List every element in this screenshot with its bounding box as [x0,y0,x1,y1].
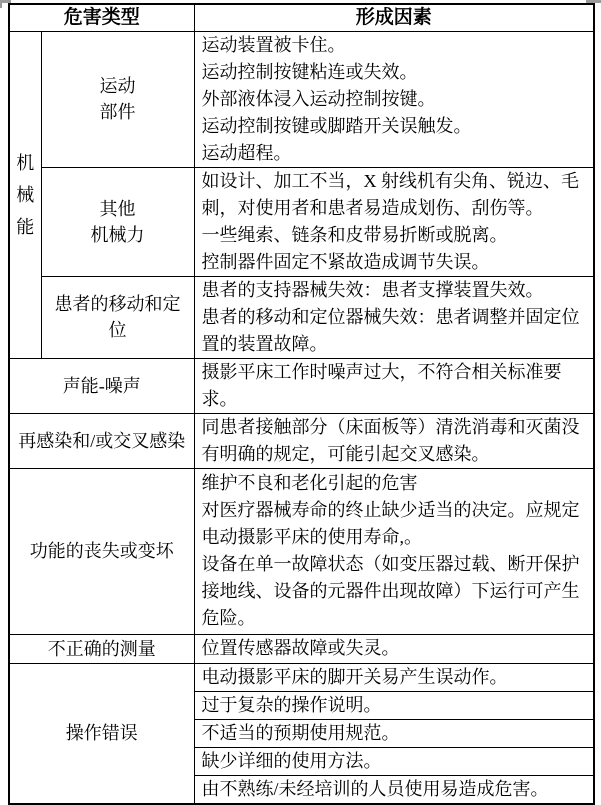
factor-text: 运动超程。 [201,142,292,163]
factor-text: 由不熟练/未经培训的人员使用易造成危害。 [201,778,549,799]
label-line: 再感染和/或交叉感染 [18,430,186,451]
factor-text: 患者的支持器械失效：患者支撑装置失效。 [201,279,544,300]
header-row [9,4,594,31]
row-loss-of-function [9,468,594,634]
cell-label-operation-error [9,663,194,804]
group-label-mechanical-energy: 机械能 [16,152,35,237]
label-line: 操作错误 [65,723,138,743]
label-line: 其他 [99,198,136,219]
header-hazard-type: 危害类型 [9,4,194,31]
label-line: 机械力 [90,224,145,245]
factor-text: 同患者接触部分（床面板等）清洗消毒和灭菌没有明确的规定，可能引起交叉感染。 [201,416,580,464]
cell-label-incorrect-measurement [9,634,194,663]
factor-text: 控制器件固定不紧故造成调节失误。 [201,251,490,272]
cell-factors-moving-parts [194,31,594,167]
factor-text: 一些绳索、链条和皮带易折断或脱离。 [201,224,508,245]
factor-text: 摄影平床工作时噪声过大，不符合相关标准要求。 [201,361,562,409]
factor-text: 对医疗器械寿命的终止缺少适当的决定。应规定电动摄影平床的使用寿命,。 [201,500,580,547]
row-acoustic-noise [9,358,594,413]
cell-factor-improper-spec [194,719,594,747]
factor-text: 位置传感器故障或失灵。 [201,638,400,658]
label-line: 患者的移动和定位 [54,294,181,340]
factor-text: 设备在单一故障状态（如变压器过载、断开保护接地线、设备的元器件出现故障）下运行可产生危险。 [201,554,580,628]
cell-group-mechanical-energy [9,31,41,358]
factor-text: 患者的移动和定位器械失效：患者调整并固定位置的装置故障。 [201,306,580,354]
label-line: 功能的丧失或变坏 [29,541,174,561]
factor-text: 外部液体浸入运动控制按键。 [201,88,436,109]
row-operation-error-1 [9,663,594,691]
factor-text: 维护不良和老化引起的危害 [201,473,418,493]
factor-text: 如设计、加工不当，X 射线机有尖角、锐边、毛刺，对使用者和患者易造成划伤、刮伤等。 [201,170,580,218]
hazard-analysis-table [8,3,595,805]
cell-label-reinfection [9,413,194,468]
cell-factors-reinfection [194,413,594,468]
row-patient-movement-positioning [9,276,594,358]
cell-factors-other-mechanical-force [194,167,594,276]
cell-factor-untrained-personnel [194,775,594,804]
cell-factors-incorrect-measurement [194,634,594,663]
scan-artifact-top-left-stub [0,0,2,8]
row-reinfection-cross-infection [9,413,594,468]
label-line: 部件 [99,102,136,122]
row-moving-parts [9,31,594,167]
cell-label-acoustic-noise [9,358,194,413]
factor-text: 运动控制按键粘连或失效。 [201,61,418,82]
cell-factors-acoustic-noise [194,358,594,413]
cell-label-loss-of-function [9,468,194,634]
cell-label-patient-movement [41,276,194,358]
cell-label-other-mechanical-force [41,167,194,276]
row-other-mechanical-force [9,167,594,276]
factor-text: 运动控制按键或脚踏开关误触发。 [201,115,472,136]
label-line: 不正确的测量 [47,638,156,659]
factor-text: 电动摄影平床的脚开关易产生误动作。 [201,666,508,687]
cell-factors-loss-of-function [194,468,594,634]
cell-factors-patient-movement [194,276,594,358]
factor-text: 运动装置被卡住。 [201,34,346,55]
factor-text: 缺少详细的使用方法。 [201,750,382,771]
cell-factor-foot-switch [194,663,594,691]
factor-text: 过于复杂的操作说明。 [201,694,382,715]
factor-text: 不适当的预期使用规范。 [201,722,400,743]
cell-factor-complex-instructions [194,691,594,719]
label-line: 运动 [99,76,136,96]
cell-label-moving-parts [41,31,194,167]
header-formation-factors: 形成因素 [194,4,594,31]
label-line: 声能-噪声 [62,375,141,396]
row-incorrect-measurement [9,634,594,663]
cell-factor-lack-of-usage-method [194,747,594,775]
